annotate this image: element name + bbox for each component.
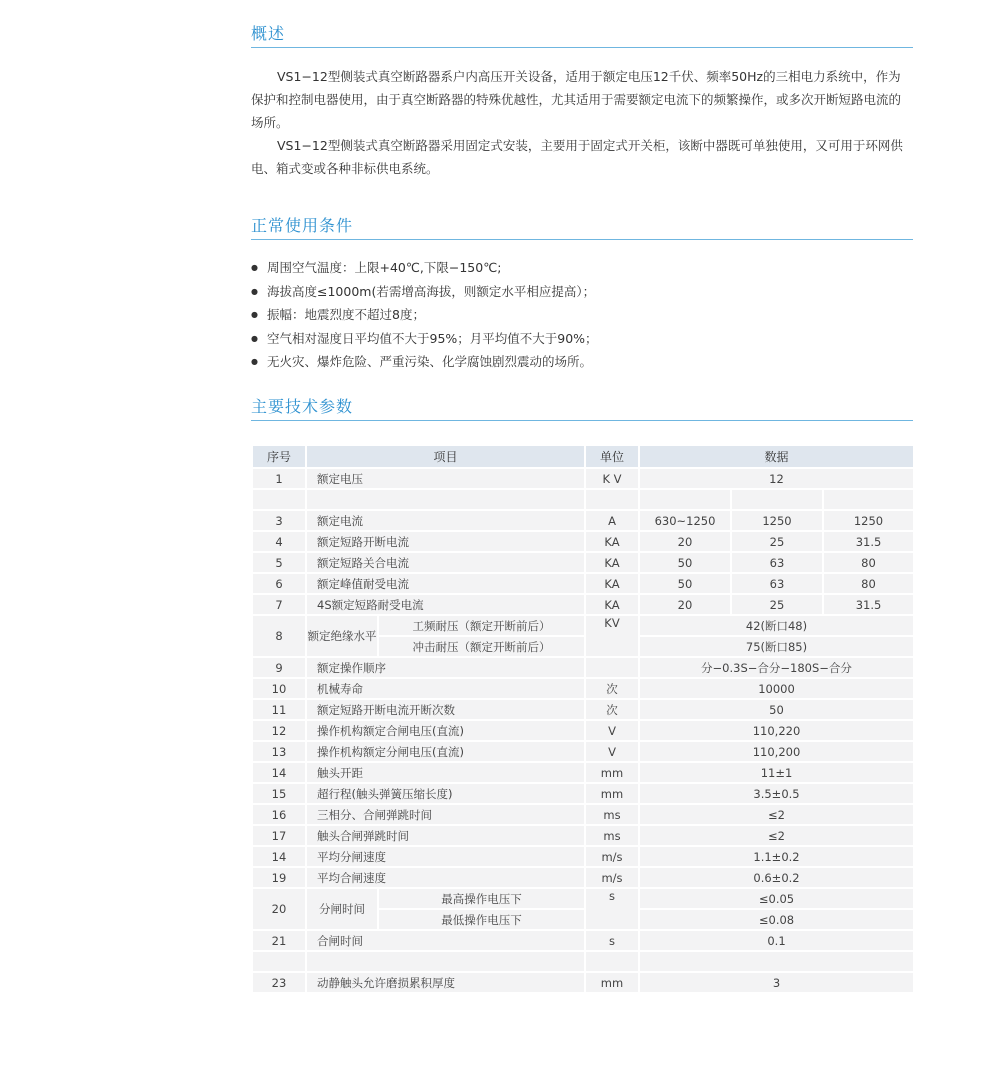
row-item: 额定电压 <box>306 468 585 489</box>
row-unit: s <box>585 888 639 930</box>
row-unit: m/s <box>585 867 639 888</box>
params-title: 主要技术参数 <box>251 397 354 416</box>
conditions-list <box>251 256 598 374</box>
row-value: 50 <box>639 552 731 573</box>
row-no: 12 <box>252 720 306 741</box>
row-item: 触头合闸弹跳时间 <box>306 825 585 846</box>
table-row <box>252 573 914 594</box>
row-value: 1.1±0.2 <box>639 846 914 867</box>
row-value: 25 <box>731 531 823 552</box>
row-item: 触头开距 <box>306 762 585 783</box>
row-no: 17 <box>252 825 306 846</box>
row-value: ≤0.08 <box>639 909 914 930</box>
row-no: 1 <box>252 468 306 489</box>
row-unit: 次 <box>585 699 639 720</box>
row-unit: ms <box>585 804 639 825</box>
row-item <box>306 951 585 972</box>
table-row-blank <box>252 951 914 972</box>
table-header-row <box>252 445 914 468</box>
row-unit: s <box>585 930 639 951</box>
row-value: 分−0.3S−合分−180S−合分 <box>639 657 914 678</box>
overview-paragraph: VS1−12型侧装式真空断路器系户内高压开关设备，适用于额定电压12千伏、频率50Hz的三相电力系统中，作为保护和控制电器使用，由于真空断路器的特殊优越性，尤其适用于需要额定电流下的频繁操作，或多次开断短路电流的场所。 <box>251 69 902 130</box>
table-row <box>252 594 914 615</box>
table-row <box>252 720 914 741</box>
row-value <box>639 489 731 510</box>
row-value: 110,200 <box>639 741 914 762</box>
row-no: 16 <box>252 804 306 825</box>
row-unit <box>585 489 639 510</box>
row-value: 31.5 <box>823 531 914 552</box>
row-no: 14 <box>252 762 306 783</box>
row-unit: mm <box>585 783 639 804</box>
row-no: 10 <box>252 678 306 699</box>
row-value: 63 <box>731 552 823 573</box>
row-item <box>306 489 585 510</box>
row-unit: KV <box>585 615 639 657</box>
row-subitem: 工频耐压（额定开断前后） <box>378 615 585 636</box>
row-no: 14 <box>252 846 306 867</box>
row-value: 12 <box>639 468 914 489</box>
row-subitem: 冲击耐压（额定开断前后） <box>378 636 585 657</box>
table-row <box>252 825 914 846</box>
row-value: 31.5 <box>823 594 914 615</box>
row-value: 50 <box>639 573 731 594</box>
condition-item: ● 振幅：地震烈度不超过8度； <box>251 303 598 327</box>
row-item: 额定峰值耐受电流 <box>306 573 585 594</box>
row-value: 80 <box>823 552 914 573</box>
condition-item: ● 海拔高度≤1000m(若需增高海拔，则额定水平相应提高）； <box>251 280 598 304</box>
table-row <box>252 699 914 720</box>
row-unit: KA <box>585 552 639 573</box>
row-no: 4 <box>252 531 306 552</box>
table-row <box>252 762 914 783</box>
row-item: 额定短路关合电流 <box>306 552 585 573</box>
table-row <box>252 846 914 867</box>
row-no: 20 <box>252 888 306 930</box>
row-value: ≤2 <box>639 825 914 846</box>
table-row <box>252 678 914 699</box>
row-subitem: 最高操作电压下 <box>378 888 585 909</box>
row-unit: m/s <box>585 846 639 867</box>
row-value: 20 <box>639 531 731 552</box>
params-divider <box>251 420 913 421</box>
overview-title: 概述 <box>251 24 286 43</box>
row-item: 平均合闸速度 <box>306 867 585 888</box>
overview-text <box>251 65 913 180</box>
table-row <box>252 615 914 636</box>
row-no: 9 <box>252 657 306 678</box>
row-no: 19 <box>252 867 306 888</box>
row-no: 13 <box>252 741 306 762</box>
row-no: 6 <box>252 573 306 594</box>
row-item: 额定短路开断电流 <box>306 531 585 552</box>
table-row <box>252 804 914 825</box>
row-value: 1250 <box>731 510 823 531</box>
row-unit: A <box>585 510 639 531</box>
row-value: 10000 <box>639 678 914 699</box>
row-unit: V <box>585 720 639 741</box>
row-unit <box>585 951 639 972</box>
row-item: 合闸时间 <box>306 930 585 951</box>
header-item: 项目 <box>306 445 585 468</box>
overview-paragraph: VS1−12型侧装式真空断路器采用固定式安装，主要用于固定式开关柜，该断中器既可单独使用，又可用于环网供电、箱式变或各种非标供电系统。 <box>251 138 903 176</box>
row-no: 23 <box>252 972 306 993</box>
row-no: 21 <box>252 930 306 951</box>
row-unit: KA <box>585 531 639 552</box>
table-row <box>252 972 914 993</box>
conditions-title: 正常使用条件 <box>251 216 354 235</box>
row-unit: K V <box>585 468 639 489</box>
row-value: 80 <box>823 573 914 594</box>
row-item: 超行程(触头弹簧压缩长度) <box>306 783 585 804</box>
table-row-blank <box>252 489 914 510</box>
row-item: 三相分、合闸弹跳时间 <box>306 804 585 825</box>
row-value: 11±1 <box>639 762 914 783</box>
row-no: 15 <box>252 783 306 804</box>
row-unit: ms <box>585 825 639 846</box>
row-value: 20 <box>639 594 731 615</box>
row-unit: mm <box>585 762 639 783</box>
row-unit: V <box>585 741 639 762</box>
row-value <box>731 489 823 510</box>
row-unit: 次 <box>585 678 639 699</box>
row-item: 操作机构额定合闸电压(直流) <box>306 720 585 741</box>
table-row <box>252 468 914 489</box>
row-value: 3 <box>639 972 914 993</box>
row-value: 42(断口48) <box>639 615 914 636</box>
row-item: 平均分闸速度 <box>306 846 585 867</box>
table-row <box>252 741 914 762</box>
row-value: 75(断口85) <box>639 636 914 657</box>
table-row <box>252 888 914 909</box>
row-value: 3.5±0.5 <box>639 783 914 804</box>
table-row <box>252 930 914 951</box>
table-row <box>252 531 914 552</box>
row-value <box>823 489 914 510</box>
row-unit: KA <box>585 573 639 594</box>
header-data: 数据 <box>639 445 914 468</box>
row-value: 25 <box>731 594 823 615</box>
conditions-divider <box>251 239 913 240</box>
row-item: 额定操作顺序 <box>306 657 585 678</box>
table-row <box>252 783 914 804</box>
condition-item: ● 空气相对湿度日平均值不大于95%；月平均值不大于90%； <box>251 327 598 351</box>
table-row <box>252 867 914 888</box>
condition-item: ● 周围空气温度：上限+40℃,下限−150℃; <box>251 256 598 280</box>
table-row <box>252 510 914 531</box>
params-table <box>251 444 915 994</box>
row-unit: mm <box>585 972 639 993</box>
row-item: 4S额定短路耐受电流 <box>306 594 585 615</box>
row-no: 5 <box>252 552 306 573</box>
row-value: 0.6±0.2 <box>639 867 914 888</box>
row-value: 63 <box>731 573 823 594</box>
row-item: 机械寿命 <box>306 678 585 699</box>
header-no: 序号 <box>252 445 306 468</box>
header-unit: 单位 <box>585 445 639 468</box>
row-value: 0.1 <box>639 930 914 951</box>
row-no: 8 <box>252 615 306 657</box>
row-value: 50 <box>639 699 914 720</box>
row-value <box>639 951 914 972</box>
row-no: 3 <box>252 510 306 531</box>
table-row <box>252 657 914 678</box>
condition-item: ● 无火灾、爆炸危险、严重污染、化学腐蚀剧烈震动的场所。 <box>251 350 598 374</box>
row-value: ≤2 <box>639 804 914 825</box>
row-subitem: 最低操作电压下 <box>378 909 585 930</box>
row-no <box>252 951 306 972</box>
row-group: 分闸时间 <box>306 888 378 930</box>
row-no: 11 <box>252 699 306 720</box>
row-value: 630~1250 <box>639 510 731 531</box>
row-unit <box>585 657 639 678</box>
row-value: 110,220 <box>639 720 914 741</box>
row-value: 1250 <box>823 510 914 531</box>
row-item: 动静触头允许磨损累积厚度 <box>306 972 585 993</box>
table-row <box>252 552 914 573</box>
row-item: 额定短路开断电流开断次数 <box>306 699 585 720</box>
row-item: 额定电流 <box>306 510 585 531</box>
row-no: 7 <box>252 594 306 615</box>
row-value: ≤0.05 <box>639 888 914 909</box>
row-unit: KA <box>585 594 639 615</box>
row-group: 额定绝缘水平 <box>306 615 378 657</box>
overview-divider <box>251 47 913 48</box>
row-no <box>252 489 306 510</box>
row-item: 操作机构额定分闸电压(直流) <box>306 741 585 762</box>
